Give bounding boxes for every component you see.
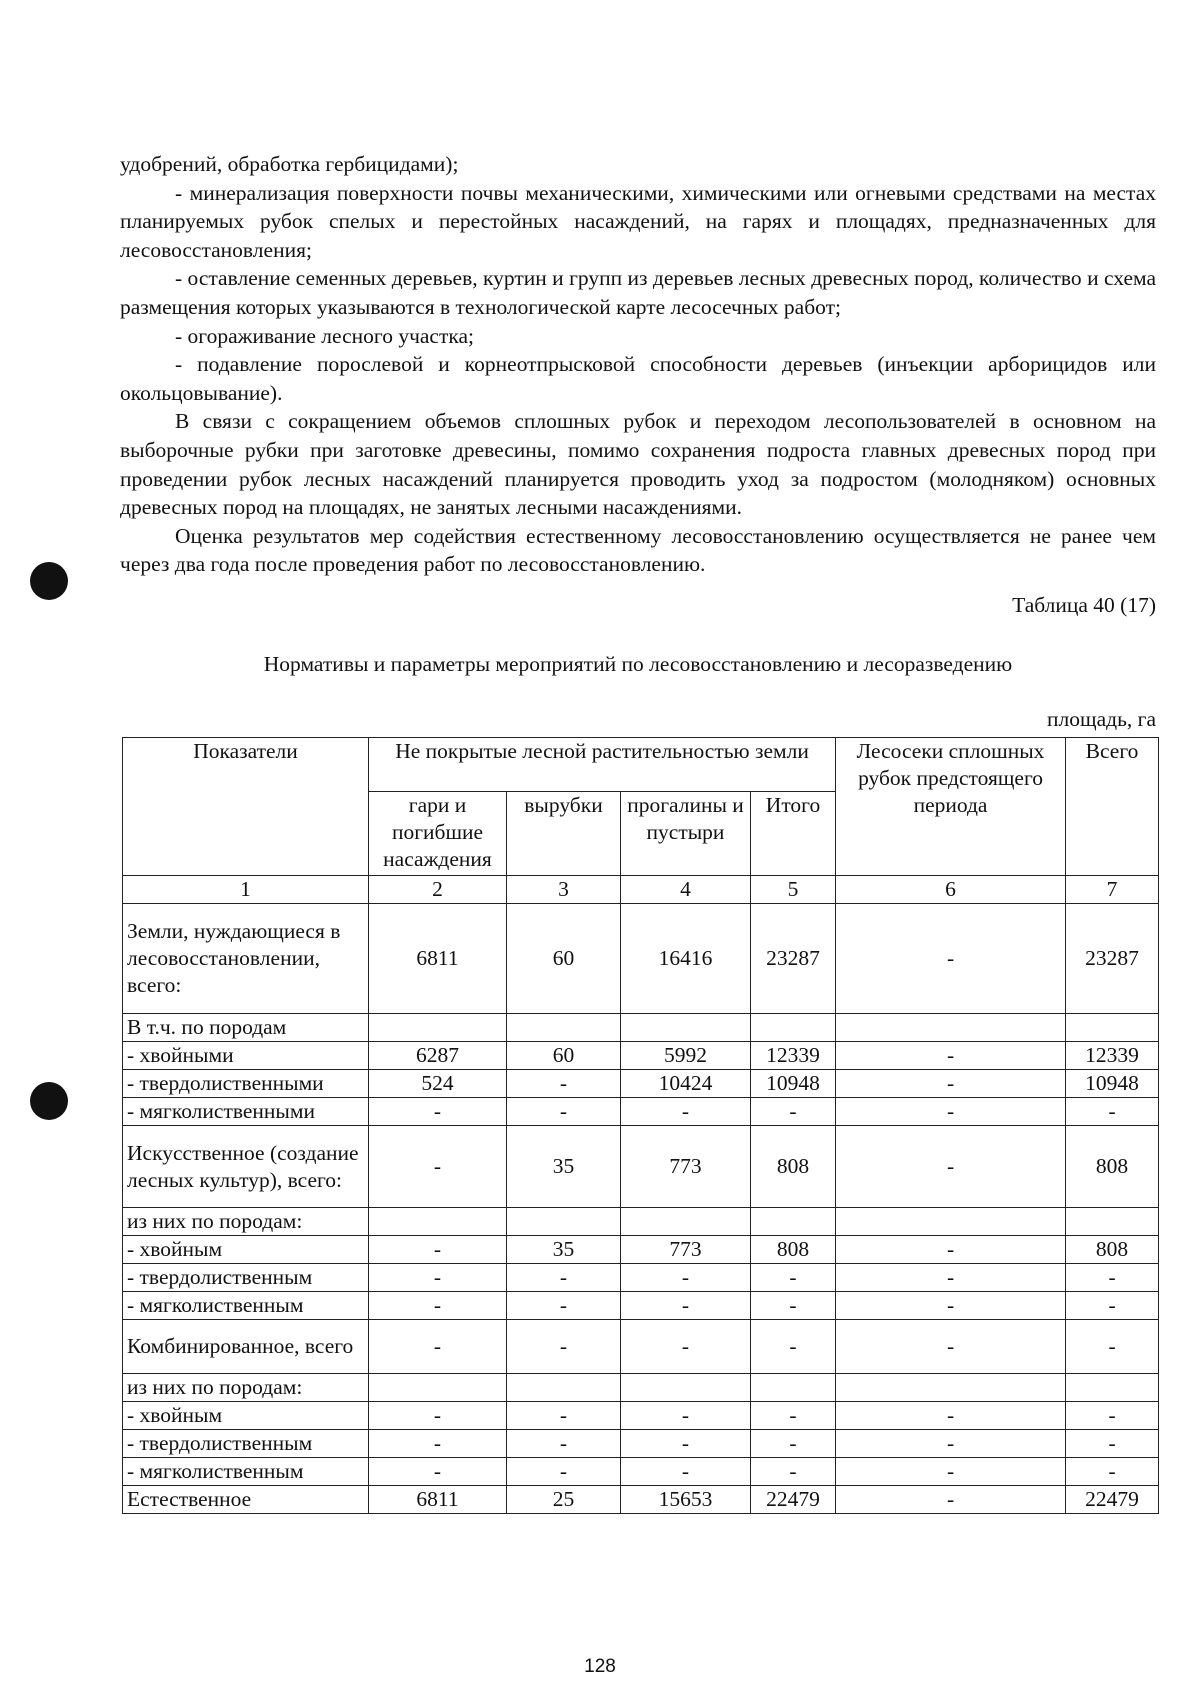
row-label: - мягколиственным <box>123 1292 369 1320</box>
table-cell: - <box>751 1098 836 1126</box>
header-uncovered-lands: Не покрытые лесной растительностью земли <box>369 738 836 792</box>
body-text <box>120 150 1156 579</box>
table-cell: - <box>836 1486 1066 1514</box>
table-cell: 35 <box>507 1126 621 1208</box>
unit-label: площадь, га <box>1047 707 1156 731</box>
table-cell: 23287 <box>1066 904 1159 1014</box>
table-cell: - <box>507 1292 621 1320</box>
table-cell: 808 <box>1066 1236 1159 1264</box>
table-cell: - <box>369 1458 507 1486</box>
table-cell: 6287 <box>369 1042 507 1070</box>
table-row <box>123 1430 1159 1458</box>
table-row <box>123 1374 1159 1402</box>
table-cell: - <box>751 1402 836 1430</box>
table-row <box>123 1208 1159 1236</box>
table-cell: - <box>369 1236 507 1264</box>
table-cell: 808 <box>751 1126 836 1208</box>
table-row <box>123 1486 1159 1514</box>
table-cell: 35 <box>507 1236 621 1264</box>
punch-hole-bottom <box>30 1082 68 1120</box>
table-cell: - <box>621 1320 751 1374</box>
table-body <box>123 904 1159 1514</box>
row-label: - хвойным <box>123 1402 369 1430</box>
table-cell: 773 <box>621 1236 751 1264</box>
table-cell: - <box>751 1430 836 1458</box>
paragraph: В связи с сокращением объемов сплошных рубок и переходом лесопользователей в основном на выборочные рубки при заготовке древесины, помимо сохранения подроста главных древесных пород при проведении рубок лесных насаждений планируется проводить уход за подростом (молодняком) основных древесных пород на площадях, не занятых лесными насаждениями. <box>120 409 1156 520</box>
table-cell: - <box>369 1292 507 1320</box>
column-index: 7 <box>1066 876 1159 904</box>
paragraph: Оценка результатов мер содействия естественному лесовосстановлению осуществляется не ранее чем через два года после проведения работ по лесовосстановлению. <box>120 523 1156 577</box>
table-cell: - <box>1066 1320 1159 1374</box>
table-cell <box>369 1014 507 1042</box>
table-cell: 6811 <box>369 1486 507 1514</box>
table-cell <box>369 1374 507 1402</box>
table-row <box>123 1320 1159 1374</box>
row-label: из них по породам: <box>123 1374 369 1402</box>
column-index: 1 <box>123 876 369 904</box>
table-cell: - <box>1066 1402 1159 1430</box>
table-cell: - <box>751 1458 836 1486</box>
table-cell: 5992 <box>621 1042 751 1070</box>
page-number: 128 <box>584 1656 616 1677</box>
table-cell: - <box>836 1070 1066 1098</box>
column-index: 5 <box>751 876 836 904</box>
table-cell: - <box>621 1098 751 1126</box>
table-cell: 23287 <box>751 904 836 1014</box>
paragraph: - минерализация поверхности почвы механическими, химическими или огневыми средствами на местах планируемых рубок спелых и перестойных насаждений, на гарях и площадях, предназначенных для лесовосстановления; <box>120 180 1156 262</box>
table-cell: - <box>836 904 1066 1014</box>
table-caption: Нормативы и параметры мероприятий по лесовосстановлению и лесоразведению <box>263 652 1013 676</box>
table-cell: 22479 <box>751 1486 836 1514</box>
table-cell: - <box>836 1236 1066 1264</box>
table-cell <box>836 1374 1066 1402</box>
table-cell <box>507 1014 621 1042</box>
table-cell <box>836 1208 1066 1236</box>
header-clearcuts: Лесосеки сплошных рубок предстоящего периода <box>836 738 1066 876</box>
column-index: 3 <box>507 876 621 904</box>
table-cell: 16416 <box>621 904 751 1014</box>
table-cell: - <box>507 1070 621 1098</box>
table-row <box>123 1126 1159 1208</box>
table-cell: - <box>507 1458 621 1486</box>
row-label: - твердолиственными <box>123 1070 369 1098</box>
table-cell: - <box>836 1402 1066 1430</box>
table-cell: - <box>1066 1098 1159 1126</box>
header-cuttings: вырубки <box>507 792 621 876</box>
table-row <box>123 904 1159 1014</box>
header-burns: гари и погибшие насаждения <box>369 792 507 876</box>
table-cell: - <box>1066 1264 1159 1292</box>
table-cell: - <box>836 1292 1066 1320</box>
table-cell: - <box>507 1264 621 1292</box>
table-row <box>123 1014 1159 1042</box>
row-label: - твердолиственным <box>123 1430 369 1458</box>
table-cell: - <box>369 1126 507 1208</box>
table-cell <box>621 1374 751 1402</box>
table-row <box>123 1098 1159 1126</box>
punch-hole-top <box>30 562 68 600</box>
paragraph: удобрений, обработка гербицидами); <box>120 152 459 176</box>
table-cell: - <box>507 1430 621 1458</box>
table-cell: 22479 <box>1066 1486 1159 1514</box>
table-cell <box>1066 1208 1159 1236</box>
table-cell: - <box>1066 1292 1159 1320</box>
table-row <box>123 1458 1159 1486</box>
table-cell: - <box>751 1320 836 1374</box>
table-cell: - <box>621 1264 751 1292</box>
table-cell <box>1066 1014 1159 1042</box>
table-cell: 60 <box>507 1042 621 1070</box>
column-index: 4 <box>621 876 751 904</box>
table-cell: - <box>751 1292 836 1320</box>
column-index: 6 <box>836 876 1066 904</box>
table-cell: 808 <box>1066 1126 1159 1208</box>
table-cell: 10948 <box>1066 1070 1159 1098</box>
column-index-row <box>123 876 1159 904</box>
table-row <box>123 1264 1159 1292</box>
table-cell <box>621 1014 751 1042</box>
row-label: Комбинированное, всего <box>123 1320 369 1374</box>
table-cell: - <box>621 1292 751 1320</box>
table-cell: - <box>369 1264 507 1292</box>
paragraph: - подавление порослевой и корнеотпрысковой способности деревьев (инъекции арборицидов или окольцовывание). <box>120 352 1156 405</box>
table-cell: 15653 <box>621 1486 751 1514</box>
table-cell: - <box>621 1430 751 1458</box>
table-cell: - <box>507 1320 621 1374</box>
table-cell: - <box>1066 1430 1159 1458</box>
table-row <box>123 1292 1159 1320</box>
table-cell: - <box>836 1042 1066 1070</box>
table-row <box>123 1070 1159 1098</box>
row-label: из них по породам: <box>123 1208 369 1236</box>
table-row <box>123 1042 1159 1070</box>
table-cell: - <box>836 1098 1066 1126</box>
row-label: Земли, нуждающиеся в лесовосстановлении, всего: <box>123 904 369 1014</box>
table-cell <box>751 1374 836 1402</box>
table-cell: 6811 <box>369 904 507 1014</box>
table-cell: 10948 <box>751 1070 836 1098</box>
table-cell: - <box>369 1098 507 1126</box>
row-label: Искусственное (создание лесных культур), всего: <box>123 1126 369 1208</box>
table-cell: - <box>507 1098 621 1126</box>
table-cell: - <box>751 1264 836 1292</box>
column-index: 2 <box>369 876 507 904</box>
header-glades: прогалины и пустыри <box>621 792 751 876</box>
table-cell: - <box>621 1402 751 1430</box>
table-cell <box>751 1014 836 1042</box>
table-cell: 524 <box>369 1070 507 1098</box>
table-cell: - <box>621 1458 751 1486</box>
table-number: Таблица 40 (17) <box>1012 593 1156 617</box>
table-cell: 10424 <box>621 1070 751 1098</box>
table-cell: - <box>507 1402 621 1430</box>
table-cell: - <box>836 1126 1066 1208</box>
header-subtotal: Итого <box>751 792 836 876</box>
table-cell: 808 <box>751 1236 836 1264</box>
row-label: - хвойными <box>123 1042 369 1070</box>
header-indicators: Показатели <box>123 738 369 876</box>
header-total: Всего <box>1066 738 1159 876</box>
table-row <box>123 1402 1159 1430</box>
row-label: - мягколиственными <box>123 1098 369 1126</box>
table-cell <box>751 1208 836 1236</box>
table-row <box>123 1236 1159 1264</box>
table-cell: 773 <box>621 1126 751 1208</box>
reforestation-table <box>122 737 1159 1514</box>
table-cell: - <box>836 1430 1066 1458</box>
table-cell: - <box>1066 1458 1159 1486</box>
paragraph: - оставление семенных деревьев, куртин и групп из деревьев лесных древесных пород, количество и схема размещения которых указываются в технологической карте лесосечных работ; <box>120 266 1156 319</box>
table-cell: - <box>369 1430 507 1458</box>
table-cell <box>836 1014 1066 1042</box>
table-cell: 12339 <box>1066 1042 1159 1070</box>
row-label: - хвойным <box>123 1236 369 1264</box>
table-cell: - <box>369 1402 507 1430</box>
table-cell: - <box>836 1264 1066 1292</box>
table-cell: - <box>836 1320 1066 1374</box>
table-cell: 12339 <box>751 1042 836 1070</box>
row-label: Естественное <box>123 1486 369 1514</box>
row-label: - твердолиственным <box>123 1264 369 1292</box>
table-cell <box>507 1208 621 1236</box>
paragraph: - огораживание лесного участка; <box>175 323 475 348</box>
table-cell: 25 <box>507 1486 621 1514</box>
table-cell: 60 <box>507 904 621 1014</box>
table-cell: - <box>369 1320 507 1374</box>
table-cell <box>621 1208 751 1236</box>
table-cell <box>369 1208 507 1236</box>
table-cell <box>1066 1374 1159 1402</box>
table-cell: - <box>836 1458 1066 1486</box>
row-label: - мягколиственным <box>123 1458 369 1486</box>
row-label: В т.ч. по породам <box>123 1014 369 1042</box>
table-cell <box>507 1374 621 1402</box>
